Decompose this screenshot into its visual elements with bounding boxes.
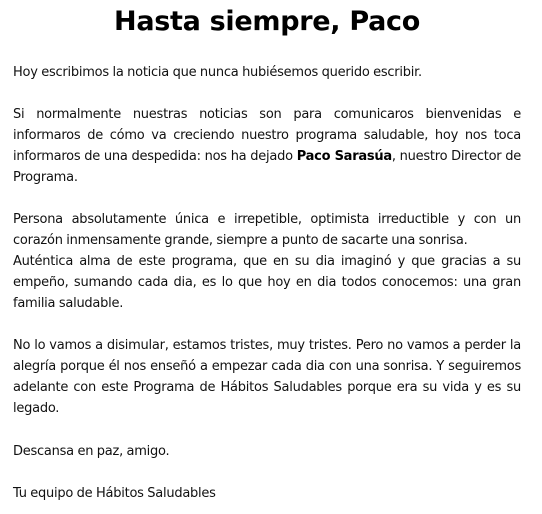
signature-line: Tu equipo de Hábitos Saludables [13, 486, 216, 501]
news-text-after: , nuestro Director de Programa. [13, 149, 522, 185]
soul-paragraph: Auténtica alma de este programa, que en su dia imaginó y que gracias a su empeño, sumando cada dia, es lo que hoy en dia todos conocemos: una gran familia saludable. [13, 254, 521, 311]
person-paragraph: Persona absolutamente única e irrepetible, optimista irreductible y con un corazón inmensamente grande, siempre a punto de sacarte una sonrisa. [13, 212, 521, 248]
farewell-line: Descansa en paz, amigo. [13, 444, 170, 459]
intro-paragraph: Hoy escribimos la noticia que nunca hubiésemos querido escribir. [13, 65, 422, 80]
article [13, 0, 522, 501]
news-text-before: Si normalmente nuestras noticias son para comunicaros bienvenidas e informaros de cómo va creciendo nuestro programa saludable, hoy nos toca informaros de una despedida: nos ha dejado [13, 107, 521, 164]
article-title: Hasta siempre, Paco [114, 6, 420, 37]
director-name: Paco Sarasúa [296, 149, 392, 164]
sadness-paragraph: No lo vamos a disimular, estamos tristes, muy tristes. Pero no vamos a perder la alegría porque él nos enseñó a empezar cada dia con una sonrisa. Y seguiremos adelante con este Programa de Hábitos Saludables porque era su vida y es su legado. [13, 338, 521, 416]
news-paragraph [13, 104, 521, 188]
